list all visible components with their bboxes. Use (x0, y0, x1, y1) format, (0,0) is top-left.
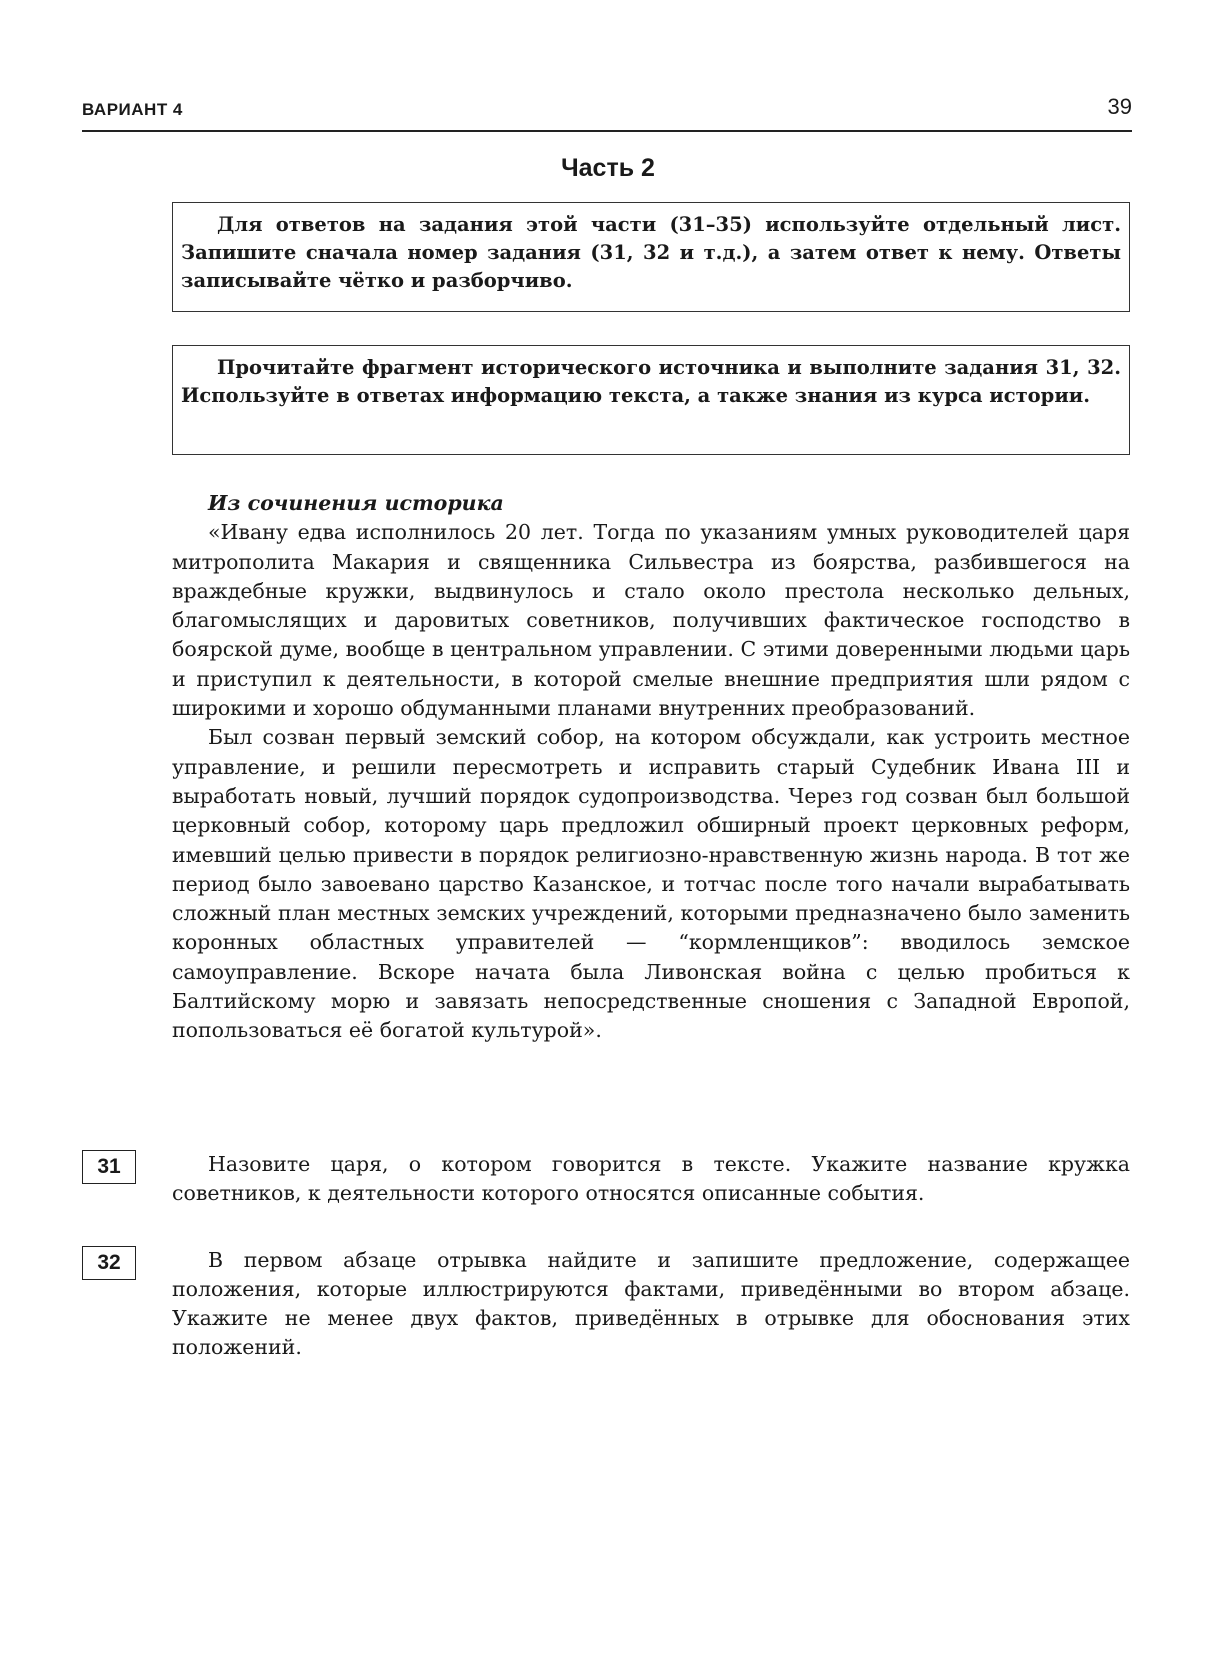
historical-source (172, 489, 1130, 1046)
part-title: Часть 2 (561, 154, 655, 182)
page-number: 39 (1107, 94, 1132, 119)
source-instructions-text: Прочитайте фрагмент исторического источника и выполните задания 31, 32. Используйте в ответах информацию текста, а также знания из курса истории. (181, 356, 1121, 407)
task-text: В первом абзаце отрывка найдите и запишите предложение, содержащее положения, которые иллюстрируются фактами, приведёнными во втором абзаце. Укажите не менее двух фактов, приведённых в отрывке для обоснования этих положений. (172, 1248, 1130, 1359)
source-paragraph: Был созван первый земский собор, на котором обсуждали, как устроить местное управление, и решили пересмотреть и исправить старый Судебник Ивана III и выработать новый, лучший порядок судопроизводства. Через год созван был большой церковный собор, которому царь предложил обширный проект церковных реформ, имевший целью привести в порядок религиозно-нравственную жизнь народа. В тот же период было завоевано царство Казанское, и тотчас после того начали вырабатывать сложный план местных земских учреждений, которыми предназначено было заменить коронных областных управителей — “кормленщиков”: вводилось земское самоуправление. Вскоре начата была Ливонская война с целью пробиться к Балтийскому морю и завязать непосредственные сношения с Западной Европой, попользоваться её богатой культурой». (172, 725, 1130, 1043)
source-paragraph: «Ивану едва исполнилось 20 лет. Тогда по указаниям умных руководителей царя митрополита Макария и священника Сильвестра из боярства, разбившегося на враждебные кружки, выдвинулось и стало около престола несколько дельных, благомыслящих и даровитых советников, получивших фактическое господство в боярской думе, вообще в центральном управлении. С этими доверенными людьми царь и приступил к деятельности, в которой смелые внешние предприятия шли рядом с широкими и хорошо обдуманными планами внутренних преобразований. (172, 520, 1130, 721)
instructions-box (172, 202, 1130, 312)
page-header (82, 94, 1132, 132)
variant-label: ВАРИАНТ 4 (82, 100, 183, 119)
task-number-box: 31 (82, 1150, 136, 1184)
source-title: Из сочинения историка (208, 491, 504, 515)
instructions-text: Для ответов на задания этой части (31–35) используйте отдельный лист. Запишите сначала номер задания (31, 32 и т.д.), а затем ответ к нему. Ответы записывайте чётко и разборчиво. (181, 213, 1121, 292)
task-text: Назовите царя, о котором говорится в тексте. Укажите название кружка советников, к деятельности которого относятся описанные события. (172, 1152, 1130, 1205)
task-number-box: 32 (82, 1246, 136, 1280)
source-instructions-box (172, 345, 1130, 455)
